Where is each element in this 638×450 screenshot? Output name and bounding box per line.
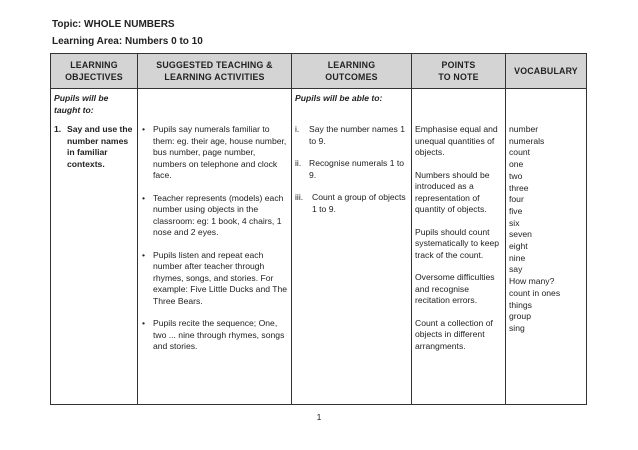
vocab-word: group: [509, 311, 531, 322]
vocab-word: five: [509, 205, 523, 216]
points-subheader: [412, 89, 506, 118]
activity-item: • Pupils recite the sequence; One, two ... nine through rhymes, songs and stories.: [141, 318, 288, 353]
objective-cell: [51, 117, 138, 405]
activity-item: • Teacher represents (models) each number using objects in the classroom: eg: 1 book, 4 chairs, 1 nose and 2 eyes.: [141, 193, 288, 239]
outcomes-subheader: Pupils will be able to:: [292, 89, 412, 118]
vocab-word: two: [509, 170, 523, 181]
learning-area-heading: Learning Area: Numbers 0 to 10: [52, 36, 203, 47]
vocab-word: eight: [509, 241, 528, 252]
vocab-word: count in ones: [509, 287, 561, 298]
vocab-word: count: [509, 147, 531, 158]
points-cell: [412, 117, 506, 405]
objectives-subheader: Pupils will be taught to:: [51, 89, 138, 118]
outcomes-cell: [292, 117, 412, 405]
vocab-word: sing: [509, 322, 525, 333]
col-header-objectives: LEARNING OBJECTIVES: [51, 54, 138, 89]
objective-text: Say and use the number names in familiar contexts.: [67, 124, 133, 169]
point-note: Numbers should be introduced as a representation of quantity of objects.: [415, 169, 490, 214]
page-number: 1: [316, 412, 322, 422]
activities-cell: [138, 117, 292, 405]
activities-subheader: [138, 89, 292, 118]
syllabus-table: [50, 53, 587, 405]
outcome-item: ii. Recognise numerals 1 to 9.: [295, 158, 405, 180]
vocab-word: numerals: [509, 135, 545, 146]
activity-item: • Pupils listen and repeat each number after teacher through rhymes, songs, and stories. For example: Five Little Ducks and The Three Bears.: [141, 250, 288, 308]
vocab-word: nine: [509, 252, 526, 263]
objective-number: 1.: [54, 124, 62, 134]
vocab-word: three: [509, 182, 529, 193]
point-note: Oversome difficulties and recognise recitation errors.: [415, 272, 495, 305]
point-note: Emphasise equal and unequal quantities of objects.: [415, 124, 498, 157]
vocab-word: How many?: [509, 276, 555, 287]
vocab-word: seven: [509, 229, 532, 240]
vocab-word: number: [509, 124, 539, 134]
point-note: Pupils should count systematically to keep track of the count.: [415, 226, 500, 260]
vocabulary-subheader: [506, 89, 587, 118]
vocab-word: one: [509, 159, 524, 170]
vocab-word: six: [509, 217, 520, 228]
col-header-activities: SUGGESTED TEACHING & LEARNING ACTIVITIES: [138, 54, 292, 89]
vocab-word: things: [509, 299, 532, 310]
vocab-word: say: [509, 264, 523, 275]
col-header-vocabulary: VOCABULARY: [506, 54, 587, 89]
table-header-row: [51, 54, 587, 89]
table-row: [51, 117, 587, 405]
topic-heading: Topic: WHOLE NUMBERS: [52, 19, 175, 30]
point-note: Count a collection of objects in different arrangments.: [415, 317, 493, 351]
subheader-row: [51, 89, 587, 118]
col-header-outcomes: LEARNING OUTCOMES: [292, 54, 412, 89]
vocabulary-cell: [506, 117, 587, 405]
vocab-word: four: [509, 194, 524, 205]
col-header-points: POINTS TO NOTE: [412, 54, 506, 89]
outcome-item: i. Say the number names 1 to 9.: [295, 124, 406, 146]
outcome-item: iii. Count a group of objects 1 to 9.: [295, 192, 406, 214]
activity-item: • Pupils say numerals familiar to them: eg. their age, house number, bus number, page number, numbers on telephone and clock face.: [141, 124, 288, 182]
